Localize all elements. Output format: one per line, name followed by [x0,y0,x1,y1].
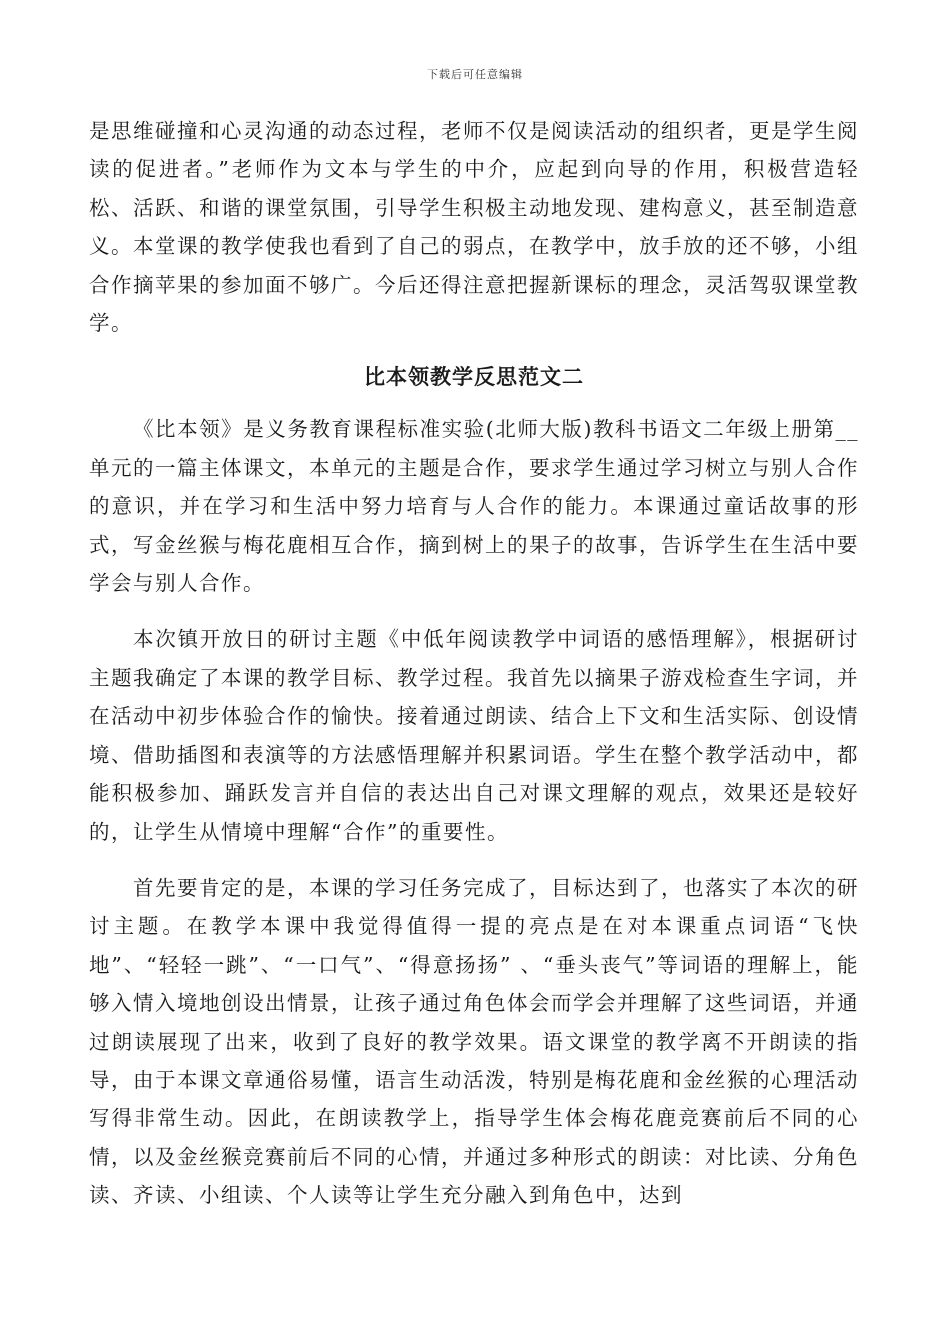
paragraph-spacer [89,851,859,869]
paragraph-spacer [89,602,859,620]
header-note: 下载后可任意编辑 [427,68,523,81]
section-heading: 比本领教学反思范文二 [364,364,584,390]
paragraph-3: 本次镇开放日的研讨主题《中低年阅读教学中词语的感悟理解》，根据研讨主题我确定了本课的教学目标、教学过程。我首先以摘果子游戏检查生字词，并在活动中初步体验合作的愉快。接着通过朗读、结合上下文和生活实际、创设情境、借助插图和表演等的方法感悟理解并积累词语。学生在整个教学活动中，都能积极参加、踊跃发言并自信的表达出自己对课文理解的观点，效果还是较好的，让学生从情境中理解“合作”的重要性。 [89,627,859,844]
document-body [89,112,859,1215]
paragraph-1: 是思维碰撞和心灵沟通的动态过程，老师不仅是阅读活动的组织者，更是学生阅读的促进者。”老师作为文本与学生的中介，应起到向导的作用，积极营造轻松、活跃、和谐的课堂氛围，引导学生积极主动地发现、建构意义，甚至制造意义。本堂课的教学使我也看到了自己的弱点，在教学中，放手放的还不够，小组合作摘苹果的参加面不够广。今后还得注意把握新课标的理念，灵活驾驭课堂教学。 [89,119,859,336]
paragraph-2: 《比本领》是义务教育课程标准实验(北师大版)教科书语文二年级上册第__单元的一篇主体课文，本单元的主题是合作，要求学生通过学习树立与别人合作的意识，并在学习和生活中努力培育与人合作的能力。本课通过童话故事的形式，写金丝猴与梅花鹿相互合作，摘到树上的果子的故事，告诉学生在生活中要学会与别人合作。 [89,417,859,596]
paragraph-4: 首先要肯定的是，本课的学习任务完成了，目标达到了，也落实了本次的研讨主题。在教学本课中我觉得值得一提的亮点是在对本课重点词语“飞快地”、“轻轻一跳”、“一口气”、“得意扬扬” 、“垂头丧气”等词语的理解上，能够入情入境地创设出情景，让孩子通过角色体会而学会并理解了这些词语，并通过朗读展现了出来，收到了良好的教学效果。语文课堂的教学离不开朗读的指导，由于本课文章通俗易懂，语言生动活泼，特别是梅花鹿和金丝猴的心理活动写得非常生动。因此，在朗读教学上，指导学生体会梅花鹿竞赛前后不同的心情，以及金丝猴竞赛前后不同的心情，并通过多种形式的朗读：对比读、分角色读、齐读、小组读、个人读等让学生充分融入到角色中，达到 [89,875,859,1208]
